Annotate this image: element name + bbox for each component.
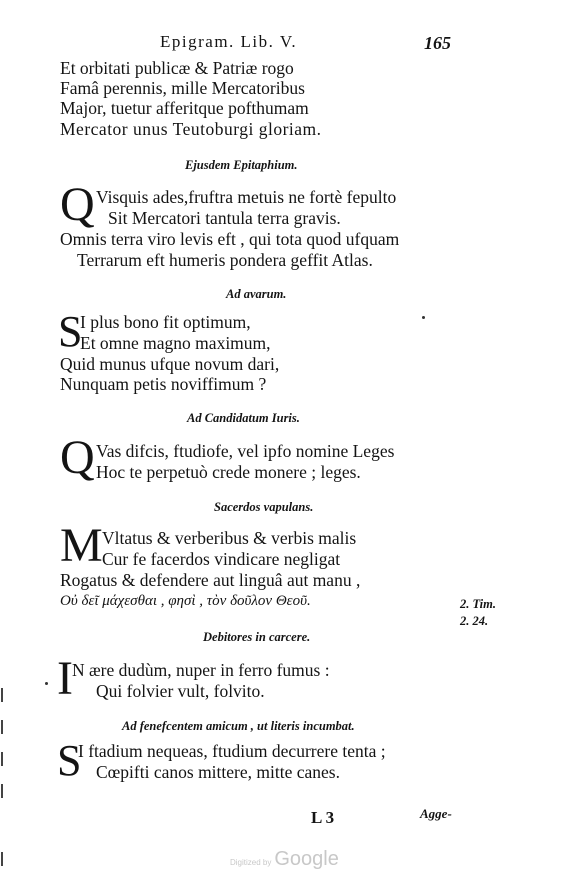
- poem-title: Debitores in carcere.: [203, 630, 311, 644]
- verse-line: Nunquam petis noviffimum ?: [60, 374, 267, 394]
- poem-title: Ad fenefcentem amicum , ut literis incumbat.: [122, 719, 355, 733]
- drop-initial: S: [57, 736, 82, 785]
- marginal-note: 2. Tim.: [460, 597, 496, 611]
- drop-initial: M: [60, 519, 103, 572]
- page-number: 165: [424, 33, 451, 53]
- poem-title: Sacerdos vapulans.: [214, 500, 314, 514]
- scan-edge-mark: [1, 852, 3, 866]
- poem-title: Ad Candidatum Iuris.: [187, 411, 300, 425]
- poem-title: Ad avarum.: [226, 287, 287, 301]
- drop-initial: I: [57, 652, 73, 705]
- verse-line: Et orbitati publicæ & Patriæ rogo: [60, 58, 294, 78]
- verse-line: Mercator unus Teutoburgi gloriam.: [60, 119, 322, 139]
- watermark-brand: Google: [274, 848, 339, 870]
- verse-line: Sit Mercatori tantula terra gravis.: [108, 208, 341, 228]
- catchword: Agge-: [420, 806, 452, 821]
- verse-line: Terrarum eft humeris pondera geffit Atlas.: [77, 250, 373, 270]
- signature-mark: L 3: [311, 808, 335, 827]
- verse-line: Famâ perennis, mille Mercatoribus: [60, 78, 305, 98]
- verse-line: I plus bono fit optimum,: [80, 312, 251, 332]
- watermark-prefix: Digitized by: [230, 858, 272, 867]
- drop-initial: S: [58, 307, 83, 356]
- verse-line: Vltatus & verberibus & verbis malis: [102, 528, 357, 548]
- ink-speck: [45, 682, 48, 685]
- scan-edge-mark: [1, 688, 3, 702]
- verse-line: Omnis terra viro levis eft , qui tota quod ufquam: [60, 229, 400, 249]
- scan-edge-mark: [1, 784, 3, 798]
- verse-line: Cur fe facerdos vindicare negligat: [102, 549, 341, 569]
- running-title: Epigram. Lib. V.: [160, 32, 298, 51]
- verse-line: Hoc te perpetuò crede monere ; leges.: [96, 462, 361, 482]
- verse-line: Rogatus & defendere aut linguâ aut manu ,: [60, 570, 361, 590]
- verse-line: N ære dudùm, nuper in ferro fumus :: [72, 660, 330, 680]
- digitization-watermark: [230, 848, 339, 871]
- verse-line: Et omne magno maximum,: [80, 333, 271, 353]
- scan-edge-mark: [1, 752, 3, 766]
- verse-line: Major, tuetur afferitque pofthumam: [60, 98, 309, 118]
- verse-line: Quid munus ufque novum dari,: [60, 354, 280, 374]
- drop-initial: Q: [60, 431, 95, 484]
- verse-line: Vas difcis, ftudiofe, vel ipfo nomine Leges: [96, 441, 395, 461]
- verse-line: Qui folvier vult, folvito.: [96, 681, 265, 701]
- scan-edge-mark: [1, 720, 3, 734]
- verse-line: Cœpifti canos mittere, mitte canes.: [96, 762, 340, 782]
- poem-title: Ejusdem Epitaphium.: [185, 158, 298, 172]
- marginal-note: 2. 24.: [460, 614, 489, 628]
- verse-line: Visquis ades,fruftra metuis ne fortè fepulto: [96, 187, 397, 207]
- drop-initial: Q: [60, 178, 95, 231]
- verse-line: I ftadium nequeas, ftudium decurrere tenta ;: [78, 741, 386, 761]
- ink-speck: [422, 316, 425, 319]
- greek-verse-line: Οὐ δεῖ μάχεσθαι , φησὶ , τὸν δοῦλον Θεοῦ.: [60, 593, 311, 609]
